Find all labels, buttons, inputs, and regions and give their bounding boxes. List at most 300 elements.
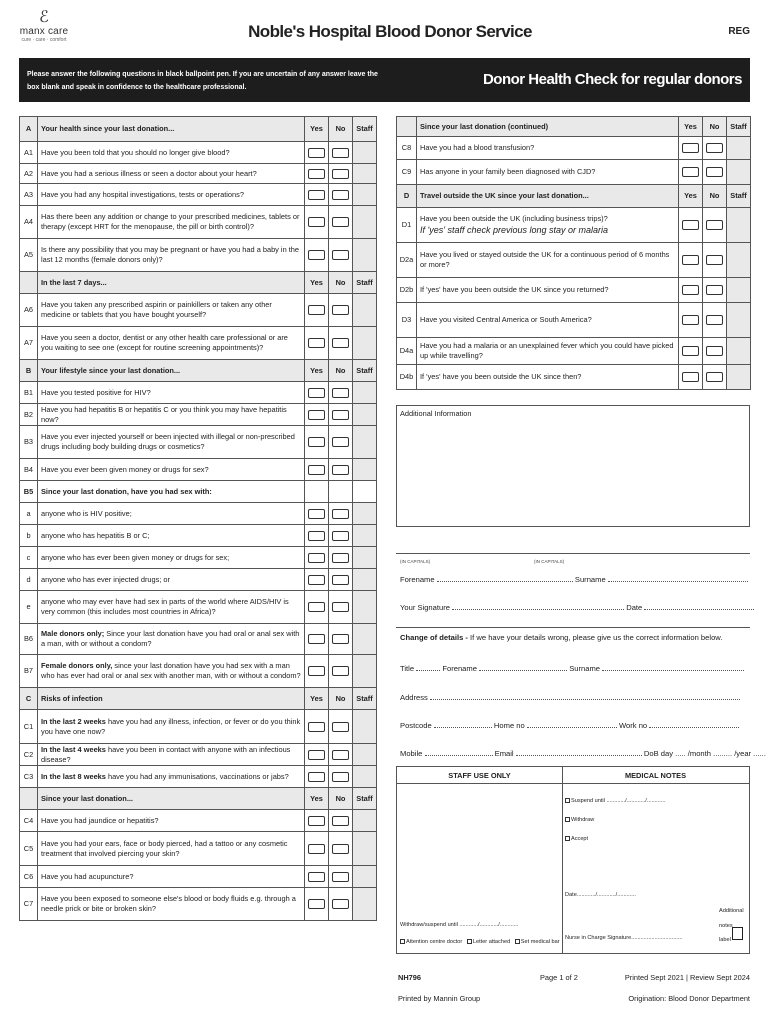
question-code: d xyxy=(20,569,38,591)
question-text: If 'yes' have you been outside the UK since you returned? xyxy=(420,285,609,294)
question-text: Have you had a malaria or an unexplained fever which you could have picked up while travelling? xyxy=(420,341,674,360)
question-code: C8 xyxy=(397,137,417,160)
no-checkbox[interactable] xyxy=(332,872,349,882)
staff-check-cell[interactable] xyxy=(353,832,377,866)
question-text-cell xyxy=(417,278,679,303)
question-code: C7 xyxy=(20,888,38,921)
staff-check-cell[interactable] xyxy=(727,137,751,160)
yes-checkbox[interactable] xyxy=(308,217,325,227)
question-text: Have you been outside the UK (including business trips)? xyxy=(420,214,608,223)
question-text: Have you visited Central America or South America? xyxy=(420,315,592,324)
yes-checkbox[interactable] xyxy=(308,305,325,315)
question-text-cell xyxy=(38,832,305,866)
yes-cell xyxy=(679,338,703,365)
yes-cell xyxy=(305,503,329,525)
yes-cell xyxy=(305,327,329,360)
question-row xyxy=(20,888,377,921)
question-text-cell xyxy=(38,382,305,404)
question-row xyxy=(20,426,377,459)
no-checkbox[interactable] xyxy=(332,465,349,475)
yes-checkbox[interactable] xyxy=(682,255,699,265)
question-text: Travel outside the UK since your last donation... xyxy=(420,191,589,200)
work-number-field[interactable] xyxy=(649,720,739,728)
no-checkbox[interactable] xyxy=(332,634,349,644)
question-row xyxy=(20,525,377,547)
question-code: B1 xyxy=(20,382,38,404)
no-cell xyxy=(329,426,353,459)
question-row xyxy=(20,710,377,744)
yes-checkbox[interactable] xyxy=(308,250,325,260)
yes-checkbox[interactable] xyxy=(308,816,325,826)
question-row xyxy=(20,832,377,866)
no-checkbox[interactable] xyxy=(332,750,349,760)
staff-use-section xyxy=(396,766,750,954)
no-column-header: No xyxy=(329,360,353,382)
question-text: Has there been any addition or change to your prescribed medicines, tablets or therapy (except HRT for the menopause, the pill or birth control)? xyxy=(41,212,300,231)
yes-checkbox[interactable] xyxy=(308,602,325,612)
no-checkbox[interactable] xyxy=(332,666,349,676)
question-row xyxy=(20,810,377,832)
form-title: Donor Health Check for regular donors xyxy=(482,71,742,88)
no-checkbox[interactable] xyxy=(332,338,349,348)
question-text-cell xyxy=(38,142,305,164)
yes-cell xyxy=(305,547,329,569)
yes-cell xyxy=(305,569,329,591)
question-text-cell xyxy=(417,137,679,160)
postcode-field[interactable] xyxy=(434,720,492,728)
yes-cell xyxy=(305,866,329,888)
forename2-label: Forename xyxy=(442,664,477,673)
question-text-cell xyxy=(38,184,305,206)
no-checkbox[interactable] xyxy=(332,531,349,541)
no-cell xyxy=(703,278,727,303)
no-cell xyxy=(703,365,727,390)
no-checkbox[interactable] xyxy=(706,255,723,265)
staff-check-cell[interactable] xyxy=(727,208,751,243)
no-checkbox[interactable] xyxy=(332,575,349,585)
staff-check-cell[interactable] xyxy=(353,382,377,404)
no-checkbox[interactable] xyxy=(706,346,723,356)
question-text-cell xyxy=(38,624,305,655)
surname-field[interactable] xyxy=(608,574,748,582)
question-code: A1 xyxy=(20,142,38,164)
staff-check-cell[interactable] xyxy=(353,294,377,327)
staff-check-cell[interactable] xyxy=(353,525,377,547)
question-text: Have you tested positive for HIV? xyxy=(41,387,151,397)
question-text: have you had any illness, infection, or fever or do you think you have one now? xyxy=(41,716,301,736)
yes-checkbox[interactable] xyxy=(308,634,325,644)
question-text: Have you had any hospital investigations, tests or operations? xyxy=(41,189,244,199)
staff-check-cell[interactable] xyxy=(353,624,377,655)
question-text-cell xyxy=(38,117,305,142)
question-row xyxy=(20,184,377,206)
accept-label: Accept xyxy=(571,836,589,842)
question-code: C xyxy=(20,688,38,710)
question-text: anyone who has ever injected drugs; or xyxy=(41,574,171,584)
question-row xyxy=(20,206,377,239)
mobile-label: Mobile xyxy=(400,749,423,758)
surname2-label: Surname xyxy=(569,664,601,673)
staff-check-cell[interactable] xyxy=(727,365,751,390)
staff-column-header: Staff xyxy=(353,688,377,710)
additional-information-box[interactable] xyxy=(396,405,750,527)
medical-notes-heading: MEDICAL NOTES xyxy=(562,767,749,784)
staff-check-cell[interactable] xyxy=(727,338,751,365)
question-text-cell xyxy=(38,426,305,459)
section-header-row xyxy=(20,788,377,810)
surname2-field[interactable] xyxy=(602,663,744,671)
staff-column-header: Staff xyxy=(353,117,377,142)
no-cell xyxy=(703,137,727,160)
no-checkbox[interactable] xyxy=(332,844,349,854)
question-row xyxy=(397,278,751,303)
question-text: anyone who is HIV positive; xyxy=(41,508,132,518)
withdraw-checkbox[interactable] xyxy=(565,817,570,822)
yes-cell xyxy=(305,624,329,655)
question-code: D2b xyxy=(397,278,417,303)
no-checkbox[interactable] xyxy=(332,148,349,158)
yes-cell xyxy=(305,239,329,272)
staff-check-cell[interactable] xyxy=(353,404,377,426)
question-code: D xyxy=(397,185,417,208)
question-text: Have you had jaundice or hepatitis? xyxy=(41,815,159,825)
no-checkbox[interactable] xyxy=(332,305,349,315)
no-checkbox[interactable] xyxy=(332,722,349,732)
question-text-cell xyxy=(38,591,305,624)
question-text-cell xyxy=(417,117,679,137)
question-code: B6 xyxy=(20,624,38,655)
accept-checkbox[interactable] xyxy=(565,836,570,841)
question-code: B3 xyxy=(20,426,38,459)
yes-checkbox[interactable] xyxy=(682,315,699,325)
staff-column-header: Staff xyxy=(727,117,751,137)
yes-checkbox[interactable] xyxy=(682,346,699,356)
question-code: e xyxy=(20,591,38,624)
question-row xyxy=(20,239,377,272)
staff-use-heading: STAFF USE ONLY xyxy=(397,767,562,784)
yes-checkbox[interactable] xyxy=(308,169,325,179)
yes-cell xyxy=(679,303,703,338)
yes-checkbox[interactable] xyxy=(308,437,325,447)
no-checkbox[interactable] xyxy=(332,602,349,612)
dob-field[interactable]: DoB day ..... /month ......... /year ...... xyxy=(643,749,766,758)
yes-checkbox[interactable] xyxy=(308,190,325,200)
yes-checkbox[interactable] xyxy=(308,772,325,782)
question-row xyxy=(20,142,377,164)
no-cell xyxy=(703,243,727,278)
yes-cell xyxy=(305,206,329,239)
question-row xyxy=(20,503,377,525)
no-cell xyxy=(329,832,353,866)
no-checkbox[interactable] xyxy=(706,285,723,295)
question-row xyxy=(20,766,377,788)
yes-cell xyxy=(305,710,329,744)
staff-column-header: Staff xyxy=(353,360,377,382)
staff-check-cell[interactable] xyxy=(353,142,377,164)
yes-checkbox[interactable] xyxy=(308,872,325,882)
question-text-cell xyxy=(38,294,305,327)
no-cell xyxy=(329,888,353,921)
question-code: B2 xyxy=(20,404,38,426)
email-field[interactable] xyxy=(516,748,642,756)
staff-check-cell[interactable] xyxy=(353,744,377,766)
no-cell xyxy=(329,404,353,426)
staff-check-cell[interactable] xyxy=(353,569,377,591)
yes-checkbox[interactable] xyxy=(308,338,325,348)
empty-cell xyxy=(353,481,377,503)
question-text-cell xyxy=(38,710,305,744)
question-text-cell xyxy=(38,688,305,710)
no-checkbox[interactable] xyxy=(706,315,723,325)
question-code: C9 xyxy=(397,160,417,185)
yes-column-header: Yes xyxy=(305,688,329,710)
no-checkbox[interactable] xyxy=(706,372,723,382)
staff-check-cell[interactable] xyxy=(353,426,377,459)
staff-check-cell[interactable] xyxy=(353,503,377,525)
suspend-checkbox[interactable] xyxy=(565,798,570,803)
yes-checkbox[interactable] xyxy=(308,465,325,475)
instructions-text: Please answer the following questions in black ballpoint pen. If you are uncertain of any answer leave the box blank and speak in confidence to the healthcare professional. xyxy=(27,71,378,91)
question-row xyxy=(20,569,377,591)
yes-checkbox[interactable] xyxy=(308,666,325,676)
question-text-cell xyxy=(38,327,305,360)
staff-check-cell[interactable] xyxy=(353,810,377,832)
medical-bar-checkbox[interactable] xyxy=(515,939,520,944)
no-cell xyxy=(329,327,353,360)
yes-cell xyxy=(305,164,329,184)
question-text-cell xyxy=(417,208,679,243)
question-code: A4 xyxy=(20,206,38,239)
additional-notes-checkbox[interactable] xyxy=(732,927,743,940)
question-text: Since your last donation, have you had sex with: xyxy=(41,486,212,496)
question-code: D4b xyxy=(397,365,417,390)
question-row xyxy=(20,459,377,481)
question-text: have you been in contact with anyone with an infectious disease? xyxy=(41,744,291,764)
question-text: If 'yes' have you been outside the UK since then? xyxy=(420,372,582,381)
yes-checkbox[interactable] xyxy=(308,722,325,732)
yes-checkbox[interactable] xyxy=(308,531,325,541)
yes-checkbox[interactable] xyxy=(308,899,325,909)
date-field[interactable] xyxy=(644,602,754,610)
question-text: Have you had your ears, face or body pierced, had a tattoo or any cosmetic treatment that involved piercing your skin? xyxy=(41,838,288,858)
form-code: NH796 xyxy=(398,973,422,982)
additional-notes-label-2: notes xyxy=(719,923,733,929)
signature-label: Your Signature xyxy=(400,603,450,612)
yes-checkbox[interactable] xyxy=(308,844,325,854)
question-row xyxy=(20,591,377,624)
no-checkbox[interactable] xyxy=(706,220,723,230)
details-divider xyxy=(396,553,750,554)
yes-column-header: Yes xyxy=(305,788,329,810)
staff-divider xyxy=(562,767,563,953)
yes-checkbox[interactable] xyxy=(682,167,699,177)
title-field[interactable] xyxy=(416,663,440,671)
staff-check-cell[interactable] xyxy=(353,766,377,788)
question-code: C5 xyxy=(20,832,38,866)
no-checkbox[interactable] xyxy=(332,250,349,260)
no-checkbox[interactable] xyxy=(332,217,349,227)
yes-cell xyxy=(679,365,703,390)
question-row xyxy=(20,404,377,426)
no-checkbox[interactable] xyxy=(706,143,723,153)
no-checkbox[interactable] xyxy=(332,190,349,200)
letter-checkbox[interactable] xyxy=(467,939,472,944)
question-code: A5 xyxy=(20,239,38,272)
staff-check-cell[interactable] xyxy=(727,303,751,338)
staff-check-cell[interactable] xyxy=(353,866,377,888)
attention-label: Attention centre doctor xyxy=(406,939,463,945)
no-checkbox[interactable] xyxy=(332,169,349,179)
yes-cell xyxy=(679,137,703,160)
form-type-label: REG xyxy=(728,26,750,37)
no-checkbox[interactable] xyxy=(332,553,349,563)
no-cell xyxy=(703,338,727,365)
date-label: Date xyxy=(626,603,643,612)
question-row xyxy=(20,624,377,655)
question-code: a xyxy=(20,503,38,525)
no-cell xyxy=(329,744,353,766)
email-label: Email xyxy=(494,749,514,758)
no-cell xyxy=(703,208,727,243)
letter-label: Letter attached xyxy=(472,939,511,945)
attention-checkbox[interactable] xyxy=(400,939,405,944)
no-cell xyxy=(329,624,353,655)
question-row xyxy=(20,294,377,327)
staff-check-cell[interactable] xyxy=(727,160,751,185)
home-number-field[interactable] xyxy=(527,720,617,728)
question-text-cell xyxy=(417,303,679,338)
question-text: In the last 7 days... xyxy=(41,277,107,287)
yes-checkbox[interactable] xyxy=(682,372,699,382)
question-code: C6 xyxy=(20,866,38,888)
address-field[interactable] xyxy=(430,692,740,700)
question-code: A6 xyxy=(20,294,38,327)
question-row xyxy=(20,866,377,888)
origination: Origination: Blood Donor Department xyxy=(628,994,750,1003)
yes-checkbox[interactable] xyxy=(308,553,325,563)
question-text-cell xyxy=(38,655,305,688)
question-row xyxy=(397,338,751,365)
yes-cell xyxy=(305,810,329,832)
question-text: Have you been told that you should no longer give blood? xyxy=(41,147,230,157)
no-cell xyxy=(329,591,353,624)
staff-check-cell[interactable] xyxy=(353,184,377,206)
no-column-header: No xyxy=(329,117,353,142)
nurse-signature-field[interactable]: Nurse in Charge Signature................................. xyxy=(565,935,683,941)
no-checkbox[interactable] xyxy=(332,899,349,909)
question-lead: In the last 4 weeks xyxy=(41,744,106,754)
question-row xyxy=(397,137,751,160)
forename2-field[interactable] xyxy=(479,663,567,671)
no-cell xyxy=(703,303,727,338)
yes-checkbox[interactable] xyxy=(308,388,325,398)
medical-date-field[interactable]: Date............/............/............ xyxy=(565,892,636,898)
address-label: Address xyxy=(400,693,428,702)
staff-check-cell[interactable] xyxy=(353,459,377,481)
question-text-cell xyxy=(38,547,305,569)
yes-column-header: Yes xyxy=(679,185,703,208)
logo-brand: manx care xyxy=(19,26,69,37)
no-checkbox[interactable] xyxy=(332,437,349,447)
mobile-field[interactable] xyxy=(425,748,493,756)
question-text: Have you been exposed to someone else's blood or body fluids e.g. through a needle prick or bite or broken skin? xyxy=(41,894,296,913)
question-code: B5 xyxy=(20,481,38,503)
yes-checkbox[interactable] xyxy=(682,220,699,230)
question-text-cell xyxy=(38,404,305,426)
change-of-details-heading: Change of details - xyxy=(400,633,468,642)
staff-check-cell[interactable] xyxy=(727,243,751,278)
no-cell xyxy=(329,503,353,525)
staff-check-cell[interactable] xyxy=(353,164,377,184)
no-checkbox[interactable] xyxy=(332,410,349,420)
question-lead: In the last 8 weeks xyxy=(41,771,106,781)
forename-field[interactable] xyxy=(437,574,573,582)
question-code: C1 xyxy=(20,710,38,744)
no-cell xyxy=(329,184,353,206)
logo-icon: ℰ xyxy=(39,9,49,26)
question-code xyxy=(20,788,38,810)
no-checkbox[interactable] xyxy=(332,816,349,826)
withdraw-suspend-field[interactable]: Withdraw/suspend until ............/............/............ xyxy=(400,922,519,928)
staff-check-cell[interactable] xyxy=(353,547,377,569)
yes-checkbox[interactable] xyxy=(682,143,699,153)
question-text-cell xyxy=(38,206,305,239)
no-cell xyxy=(329,142,353,164)
no-cell xyxy=(329,164,353,184)
empty-cell xyxy=(329,481,353,503)
yes-cell xyxy=(305,766,329,788)
question-code: D4a xyxy=(397,338,417,365)
print-dates: Printed Sept 2021 | Review Sept 2024 xyxy=(624,973,750,982)
staff-check-cell[interactable] xyxy=(353,655,377,688)
medical-bar-label: Set medical bar xyxy=(520,939,560,945)
yes-checkbox[interactable] xyxy=(308,509,325,519)
staff-check-cell[interactable] xyxy=(353,239,377,272)
yes-checkbox[interactable] xyxy=(308,750,325,760)
question-text: Have you seen a doctor, dentist or any other health care professional or are you waiting to see one (except for routine screening appointments)? xyxy=(41,333,288,352)
staff-column-header: Staff xyxy=(727,185,751,208)
staff-check-cell[interactable] xyxy=(727,278,751,303)
additional-notes-label-3: label xyxy=(719,937,731,943)
question-lead: In the last 2 weeks xyxy=(41,716,106,726)
yes-checkbox[interactable] xyxy=(308,575,325,585)
staff-check-cell[interactable] xyxy=(353,888,377,921)
yes-checkbox[interactable] xyxy=(308,148,325,158)
yes-cell xyxy=(305,744,329,766)
no-checkbox[interactable] xyxy=(332,772,349,782)
question-text: Have you lived or stayed outside the UK for a continuous period of 6 months or more? xyxy=(420,250,670,269)
yes-column-header: Yes xyxy=(305,272,329,294)
no-cell xyxy=(329,810,353,832)
staff-check-cell[interactable] xyxy=(353,206,377,239)
staff-check-cell[interactable] xyxy=(353,710,377,744)
yes-checkbox[interactable] xyxy=(682,285,699,295)
staff-check-cell[interactable] xyxy=(353,327,377,360)
no-checkbox[interactable] xyxy=(706,167,723,177)
yes-column-header: Yes xyxy=(679,117,703,137)
no-column-header: No xyxy=(329,272,353,294)
no-checkbox[interactable] xyxy=(332,388,349,398)
signature-field[interactable] xyxy=(452,602,624,610)
question-code: C2 xyxy=(20,744,38,766)
yes-cell xyxy=(305,655,329,688)
yes-checkbox[interactable] xyxy=(308,410,325,420)
question-code xyxy=(397,117,417,137)
question-text: Have you taken any prescribed aspirin or painkillers or taken any other medicine or tablets that you have bought yourself? xyxy=(41,300,272,319)
staff-check-cell[interactable] xyxy=(353,591,377,624)
no-cell xyxy=(329,766,353,788)
no-checkbox[interactable] xyxy=(332,509,349,519)
